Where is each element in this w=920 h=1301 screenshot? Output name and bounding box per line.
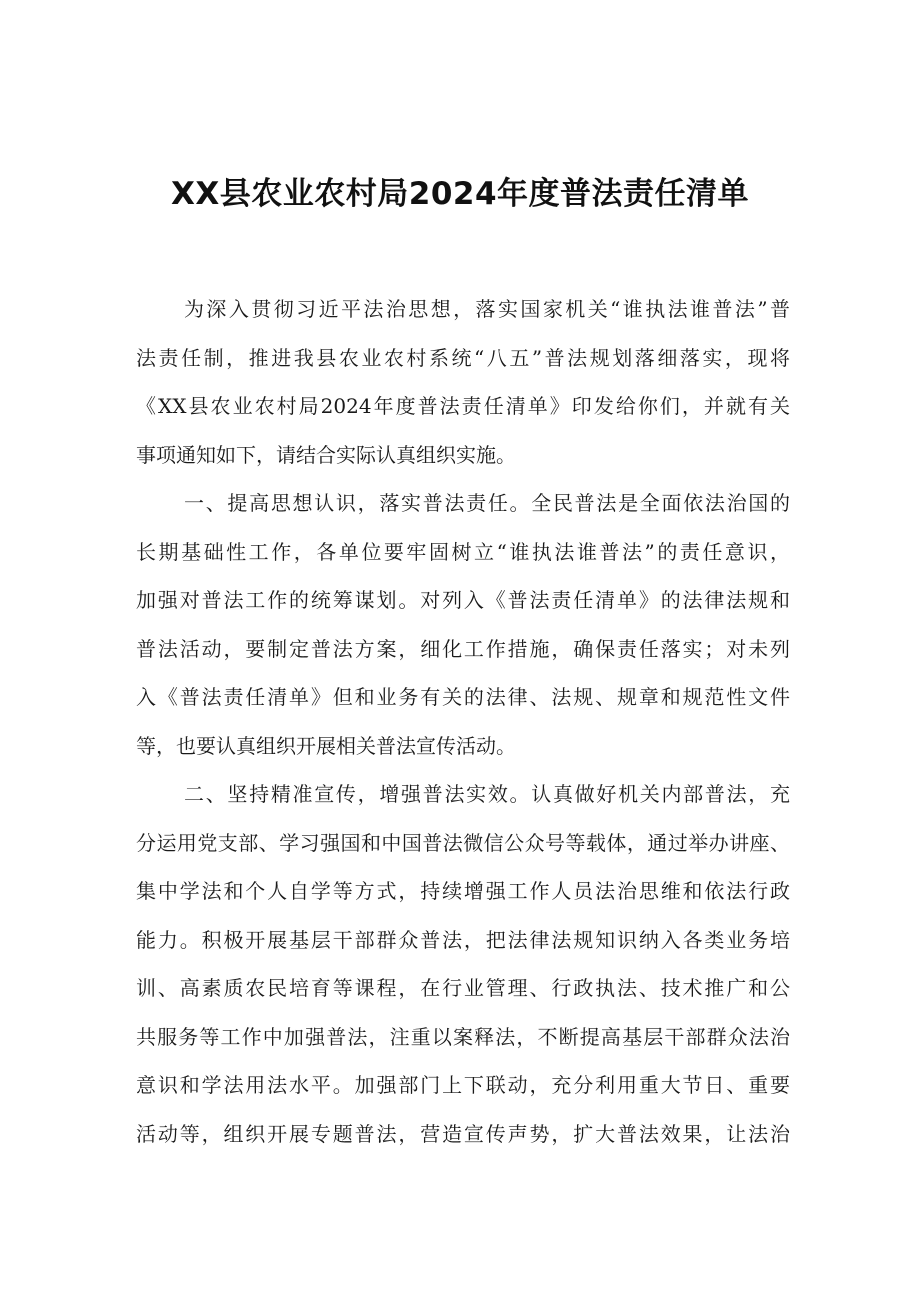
paragraph-2-line-6: 等，也要认真组织开展相关普法宣传活动。 [136, 733, 516, 758]
paragraph-1-line-2: 法责任制，推进我县农业农村系统“八五”普法规划落细落实，现将 [136, 345, 790, 370]
paragraph-1-line-3: 《XX县农业农村局2024年度普法责任清单》印发给你们，并就有关 [136, 394, 790, 418]
paragraph-3-line-7: 意识和学法用法水平。加强部门上下联动，充分利用重大节日、重要 [136, 1073, 790, 1097]
document-body [136, 285, 790, 1158]
paragraph-3-line-6: 共服务等工作中加强普法，注重以案释法，不断提高基层干部群众法治 [136, 1024, 790, 1049]
document-title: XX县农业农村局2024年度普法责任清单 [170, 176, 750, 212]
paragraph-2-line-3: 加强对普法工作的统筹谋划。对列入《普法责任清单》的法律法规和 [136, 588, 790, 612]
paragraph-1-line-1: 为深入贯彻习近平法治思想，落实国家机关“谁执法谁普法”普 [184, 297, 790, 321]
paragraph-3-line-8: 活动等，组织开展专题普法，营造宣传声势，扩大普法效果，让法治 [136, 1121, 790, 1146]
paragraph-3-line-3: 集中学法和个人自学等方式，持续增强工作人员法治思维和依法行政 [136, 879, 790, 903]
paragraph-3-line-4: 能力。积极开展基层干部群众普法，把法律法规知识纳入各类业务培 [136, 927, 790, 952]
paragraph-3-line-5: 训、高素质农民培育等课程，在行业管理、行政执法、技术推广和公 [136, 976, 790, 1000]
paragraph-2-line-5: 入《普法责任清单》但和业务有关的法律、法规、规章和规范性文件 [136, 685, 790, 709]
paragraph-3-line-1: 二、坚持精准宣传，增强普法实效。认真做好机关内部普法，充 [184, 782, 790, 806]
paragraph-2-line-2: 长期基础性工作，各单位要牢固树立“谁执法谁普法”的责任意识， [136, 539, 790, 564]
paragraph-2-line-1: 一、提高思想认识，落实普法责任。全民普法是全面依法治国的 [184, 491, 790, 515]
paragraph-3-line-2: 分运用党支部、学习强国和中国普法微信公众号等载体，通过举办讲座、 [136, 830, 790, 855]
paragraph-2-line-4: 普法活动，要制定普法方案，细化工作措施，确保责任落实；对未列 [136, 636, 790, 661]
paragraph-1-line-4: 事项通知如下，请结合实际认真组织实施。 [136, 442, 516, 467]
